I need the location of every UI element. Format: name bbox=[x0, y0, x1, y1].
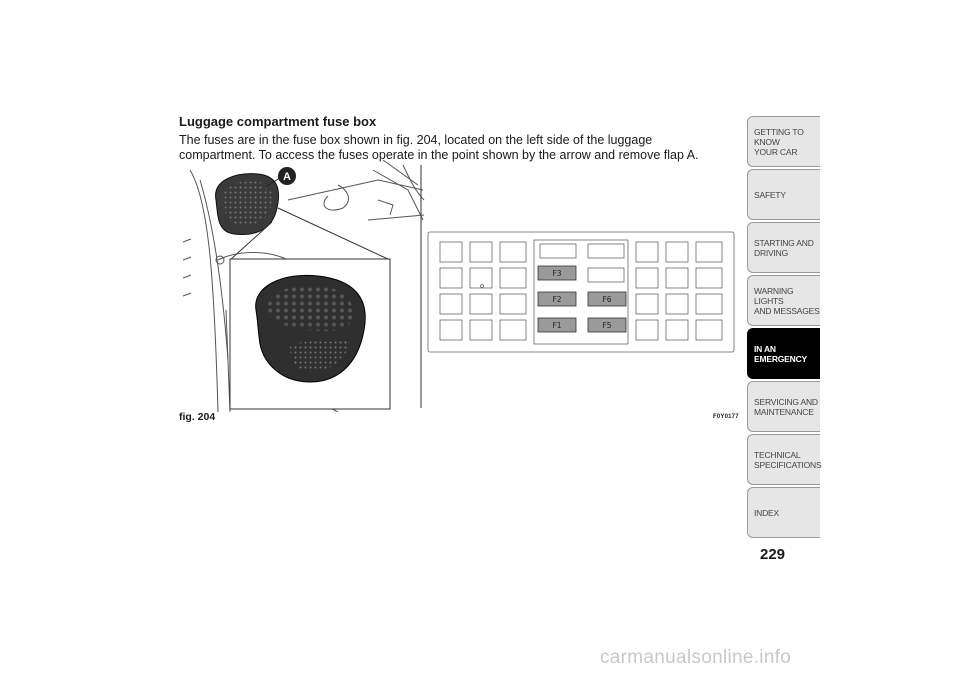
fuse-label-f1: F1 bbox=[552, 321, 562, 330]
fuse-label-f2: F2 bbox=[552, 295, 562, 304]
fuse-box-figure bbox=[178, 160, 740, 412]
section-heading: Luggage compartment fuse box bbox=[179, 114, 377, 129]
fuse-label-f3: F3 bbox=[552, 269, 562, 278]
figure-illustration bbox=[178, 160, 740, 412]
chapter-sidebar bbox=[747, 116, 820, 540]
section-paragraph: The fuses are in the fuse box shown in fig. 204, located on the left side of the luggage compartment. To access the fuses operate in the point shown by the arrow and remove flap A. bbox=[179, 133, 699, 162]
figure-code: F0Y0177 bbox=[713, 414, 739, 420]
tab-warning-lights-and-messages[interactable]: WARNING LIGHTS AND MESSAGES bbox=[747, 275, 820, 326]
tab-in-an-emergency[interactable]: IN AN EMERGENCY bbox=[747, 328, 820, 379]
figure-caption: fig. 204 bbox=[179, 411, 216, 423]
callout-a-label: A bbox=[283, 171, 291, 183]
fuse-box-diagram bbox=[428, 232, 734, 352]
flap-a-small bbox=[216, 174, 279, 235]
tab-getting-to-know-your-car[interactable]: GETTING TO KNOW YOUR CAR bbox=[747, 116, 820, 167]
tab-starting-and-driving[interactable]: STARTING AND DRIVING bbox=[747, 222, 820, 273]
fuse-label-f5: F5 bbox=[602, 321, 612, 330]
tab-index[interactable]: INDEX bbox=[747, 487, 820, 538]
tab-technical-specifications[interactable]: TECHNICAL SPECIFICATIONS bbox=[747, 434, 820, 485]
tab-safety[interactable]: SAFETY bbox=[747, 169, 820, 220]
watermark: carmanualsonline.info bbox=[600, 647, 792, 668]
fuse-slots bbox=[538, 266, 626, 332]
fuse-label-f6: F6 bbox=[602, 295, 612, 304]
page-number: 229 bbox=[760, 546, 786, 563]
tab-servicing-and-maintenance[interactable]: SERVICING AND MAINTENANCE bbox=[747, 381, 820, 432]
